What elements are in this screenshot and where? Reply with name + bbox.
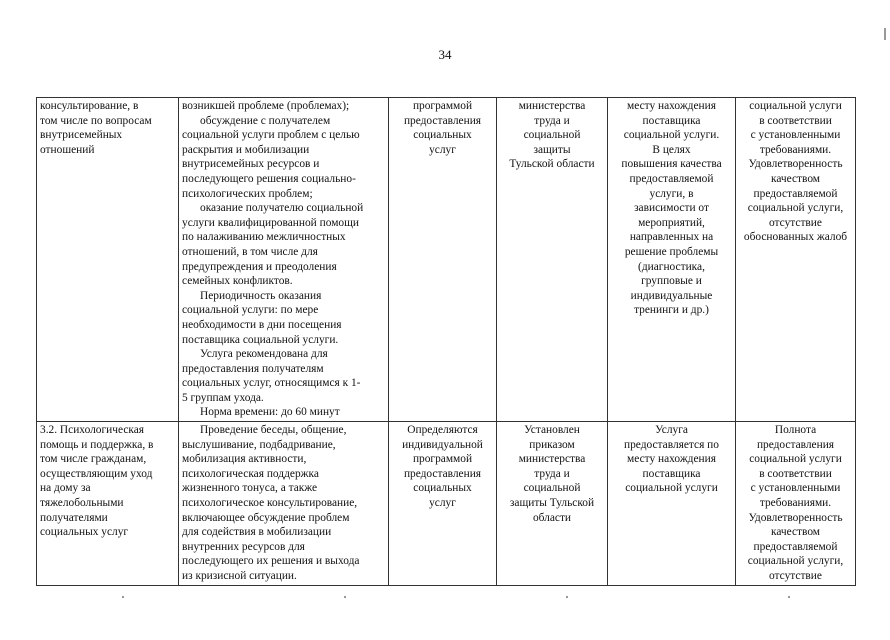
- quality-line: предоставляемой: [753, 187, 838, 200]
- conditions-line: поставщика: [642, 114, 701, 127]
- scan-dot: [566, 596, 568, 598]
- tariff-line: Установлен: [524, 424, 580, 437]
- description-line: по налаживанию межличностных: [182, 231, 346, 244]
- table-row: [37, 422, 856, 586]
- volume-line: услуг: [429, 143, 456, 156]
- tariff-line: Тульской области: [509, 158, 595, 171]
- description-line: оказание получателю социальной: [200, 202, 364, 215]
- conditions-line: решение проблемы: [624, 245, 719, 258]
- conditions-line: повышения качества: [621, 158, 722, 171]
- description-line: последующего решения социально-: [182, 172, 356, 185]
- volume-line: программой: [412, 100, 473, 112]
- services-table: [36, 97, 856, 586]
- description-line: включающее обсуждение проблем: [182, 511, 350, 524]
- volume-line: предоставления: [403, 467, 482, 480]
- service-name-cell: [37, 98, 179, 422]
- conditions-cell: [608, 98, 736, 422]
- quality-line: Удовлетворенность: [748, 158, 843, 171]
- conditions-line: (диагностика,: [638, 260, 705, 273]
- conditions-line: поставщика: [642, 467, 701, 480]
- conditions-line: зависимости от: [634, 202, 709, 215]
- conditions-line: предоставляемой: [629, 172, 714, 185]
- description-line: психологических проблем;: [182, 187, 313, 200]
- volume-line: социальных: [413, 482, 472, 495]
- description-line: социальной услуги: по мере: [182, 304, 319, 317]
- description-line: внутренних ресурсов для: [182, 540, 305, 553]
- description-line: мобилизация активности,: [182, 453, 307, 466]
- quality-line: отсутствие: [769, 216, 822, 229]
- conditions-line: индивидуальные: [630, 289, 713, 302]
- conditions-cell: [608, 422, 736, 586]
- service-name-line: том числе по вопросам: [40, 114, 152, 127]
- description-line: Услуга рекомендована для: [200, 348, 328, 361]
- volume-line: индивидуальной: [402, 438, 483, 451]
- scan-dot: [344, 596, 346, 598]
- tariff-line: социальной: [523, 129, 581, 142]
- quality-line: обоснованных жалоб: [743, 231, 848, 244]
- quality-line: предоставляемой: [753, 540, 838, 553]
- description-line: предоставления получателям: [182, 362, 324, 375]
- service-name-cell: [37, 422, 179, 586]
- quality-line: социальной услуги: [749, 100, 842, 112]
- quality-line: требованиями.: [759, 497, 832, 510]
- quality-line: с установленными: [750, 129, 841, 142]
- description-line: социальных услуг, относящимся к 1-: [182, 377, 361, 390]
- conditions-line: услуги, в: [649, 187, 694, 200]
- tariff-cell: [497, 98, 608, 422]
- tariff-line: защиты Тульской: [509, 497, 595, 510]
- conditions-line: групповые и: [641, 275, 702, 288]
- volume-line: Определяются: [407, 424, 478, 437]
- quality-line: качеством: [770, 526, 821, 539]
- quality-line: в соответствии: [759, 467, 832, 480]
- service-description-cell: [179, 98, 389, 422]
- tariff-line: министерства: [518, 453, 586, 466]
- tariff-line: министерства: [518, 100, 586, 112]
- conditions-line: месту нахождения: [627, 100, 716, 112]
- quality-line: социальной услуги,: [747, 202, 844, 215]
- description-line: семейных конфликтов.: [182, 275, 293, 288]
- description-line: последующего их решения и выхода: [182, 555, 360, 568]
- volume-line: услуг: [429, 497, 456, 510]
- conditions-line: социальной услуги.: [623, 129, 720, 142]
- quality-line: социальной услуги: [749, 453, 842, 466]
- description-line: психологическая поддержка: [182, 467, 319, 480]
- scan-dot: [788, 596, 790, 598]
- description-line: психологическое консультирование,: [182, 497, 358, 510]
- description-line: Норма времени: до 60 минут: [200, 406, 340, 419]
- scan-dots: [0, 596, 890, 602]
- description-line: для содействия в мобилизации: [182, 526, 332, 539]
- conditions-line: месту нахождения: [627, 453, 716, 466]
- conditions-line: мероприятий,: [638, 216, 705, 229]
- quality-line: Удовлетворенность: [748, 511, 843, 524]
- service-name-line: на дому за: [40, 482, 91, 495]
- quality-line: требованиями.: [759, 143, 832, 156]
- description-line: необходимости в дни посещения: [182, 318, 342, 331]
- service-name-line: социальных услуг: [40, 526, 129, 539]
- description-line: выслушивание, подбадривание,: [182, 438, 336, 451]
- description-line: предупреждения и преодоления: [182, 260, 337, 273]
- volume-line: социальных: [413, 129, 472, 142]
- quality-cell: [736, 98, 856, 422]
- quality-line: отсутствие: [769, 570, 822, 582]
- description-line: из кризисной ситуации.: [182, 570, 297, 582]
- description-line: Проведение беседы, общение,: [200, 424, 347, 437]
- edge-mark: [884, 28, 886, 40]
- tariff-cell: [497, 422, 608, 586]
- quality-line: в соответствии: [759, 114, 832, 127]
- volume-line: предоставления: [403, 114, 482, 127]
- conditions-line: направленных на: [629, 231, 714, 244]
- description-line: 5 группам ухода.: [182, 391, 264, 404]
- conditions-line: Услуга: [655, 424, 688, 437]
- tariff-line: социальной: [523, 482, 581, 495]
- quality-cell: [736, 422, 856, 586]
- conditions-line: В целях: [652, 143, 691, 156]
- tariff-line: приказом: [529, 438, 575, 451]
- description-line: поставщика социальной услуги.: [182, 333, 339, 346]
- scan-dot: [122, 596, 124, 598]
- tariff-line: области: [532, 511, 572, 524]
- tariff-line: защиты: [533, 143, 571, 156]
- service-name-line: осуществляющим уход: [40, 467, 153, 480]
- conditions-line: социальной услуги: [625, 482, 718, 495]
- service-description-cell: [179, 422, 389, 586]
- service-name-line: 3.2. Психологическая: [40, 424, 145, 437]
- quality-line: предоставления: [756, 438, 835, 451]
- volume-cell: [389, 422, 497, 586]
- tariff-line: труда и: [534, 114, 570, 127]
- service-name-line: получателями: [40, 511, 108, 524]
- service-name-line: тяжелобольными: [40, 497, 124, 510]
- description-line: социальной услуги проблем с целью: [182, 129, 360, 142]
- service-name-line: консультирование, в: [40, 100, 139, 112]
- description-line: Периодичность оказания: [200, 289, 322, 302]
- conditions-line: предоставляется по: [624, 438, 719, 451]
- service-name-line: помощь и поддержка, в: [40, 438, 154, 451]
- quality-line: Полнота: [774, 424, 817, 437]
- description-line: возникшей проблеме (проблемах);: [182, 100, 350, 112]
- conditions-line: тренинги и др.): [634, 304, 709, 317]
- description-line: раскрытия и мобилизации: [182, 143, 310, 156]
- quality-line: качеством: [770, 172, 821, 185]
- quality-line: с установленными: [750, 482, 841, 495]
- quality-line: социальной услуги,: [747, 555, 844, 568]
- volume-line: программой: [412, 453, 473, 466]
- description-line: обсуждение с получателем: [200, 114, 331, 127]
- volume-cell: [389, 98, 497, 422]
- description-line: услуги квалифицированной помощи: [182, 216, 359, 229]
- page-number: 34: [438, 47, 452, 62]
- tariff-line: труда и: [534, 467, 570, 480]
- description-line: жизненного тонуса, а также: [182, 482, 318, 495]
- service-name-line: том числе гражданам,: [40, 453, 147, 466]
- service-name-line: внутрисемейных: [40, 129, 123, 142]
- description-line: внутрисемейных ресурсов и: [182, 158, 320, 171]
- description-line: отношений, в том числе для: [182, 245, 318, 258]
- table-row: [37, 98, 856, 422]
- service-name-line: отношений: [40, 143, 95, 156]
